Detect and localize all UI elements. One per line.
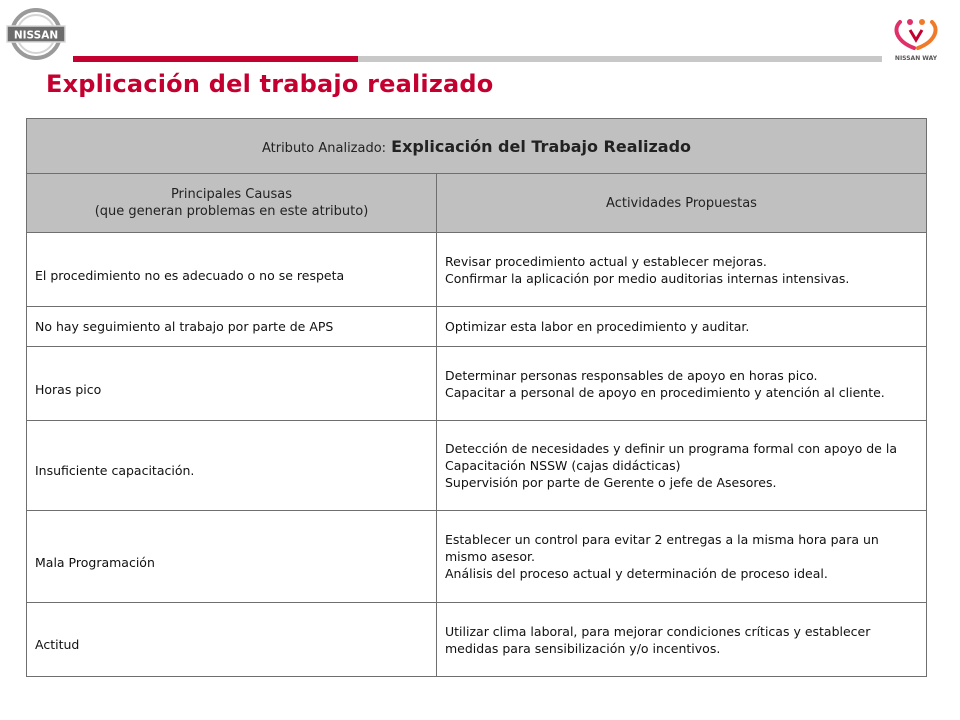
activity-cell [437,511,927,603]
cause-cell: Horas pico [27,347,437,421]
attribute-label: Atributo Analizado: [261,140,387,156]
activity-line: Capacitar a personal de apoyo en procedimiento y atención al cliente. [445,384,885,400]
header-accent-bar [73,56,358,62]
activity-cell [437,421,927,511]
col-header-causes-line2: (que generan problemas en este atributo) [94,204,369,219]
cause-cell: El procedimiento no es adecuado o no se respeta [27,233,437,307]
analysis-table [26,118,927,677]
nissan-way-logo-text: NISSAN WAY [894,55,938,62]
nissan-logo [6,6,66,62]
cause-cell: Mala Programación [27,511,437,603]
header-divider-bar [358,56,882,62]
attribute-header-cell [27,119,927,174]
activity-line: Optimizar esta labor en procedimiento y auditar. [445,319,750,334]
table-row [27,603,927,677]
activity-line: Análisis del proceso actual y determinación de proceso ideal. [445,566,828,581]
col-header-activities: Actividades Propuestas [437,174,927,233]
col-header-causes [27,174,437,233]
attribute-header-row [27,119,927,174]
attribute-value: Explicación del Trabajo Realizado [391,136,692,156]
activity-cell [437,233,927,307]
activity-line: Confirmar la aplicación por medio auditorias internas intensivas. [445,270,850,286]
nissan-way-logo [888,8,944,64]
activity-line: Revisar procedimiento actual y establecer mejoras. [445,253,767,269]
activity-line: Establecer un control para evitar 2 entregas a la misma hora para un mismo asesor. [445,532,879,564]
table-row [27,307,927,347]
nissan-logo-text: NISSAN [13,29,59,42]
table-row [27,347,927,421]
activity-line: Detección de necesidades y definir un programa formal con apoyo de la Capacitación NSSW (cajas didácticas) [445,441,897,473]
cause-cell: Actitud [27,603,437,677]
activity-cell [437,603,927,677]
cause-cell: Insuficiente capacitación. [27,421,437,511]
activity-line: Determinar personas responsables de apoyo en horas pico. [445,367,818,383]
activity-cell [437,347,927,421]
column-header-row [27,174,927,233]
activity-line: Supervisión por parte de Gerente o jefe de Asesores. [445,475,777,490]
table-row [27,233,927,307]
table-row [27,421,927,511]
col-header-causes-line1: Principales Causas [170,187,293,202]
activity-line: Utilizar clima laboral, para mejorar condiciones críticas y establecer medidas para sensibilización y/o incentivos. [445,623,871,656]
table-row [27,511,927,603]
cause-cell: No hay seguimiento al trabajo por parte de APS [27,307,437,347]
slide-title: Explicación del trabajo realizado [46,70,494,98]
activity-cell [437,307,927,347]
